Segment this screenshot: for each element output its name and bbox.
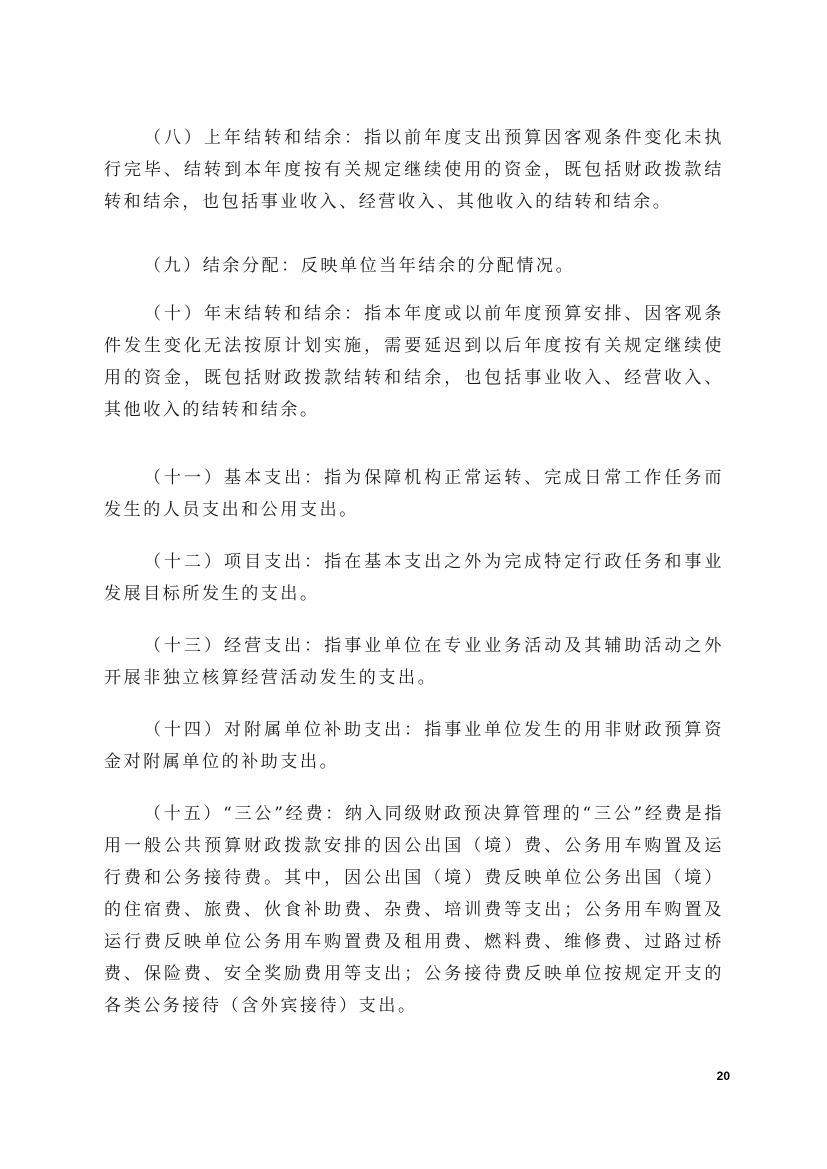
paragraph-item-13: （十三）经营支出：指事业单位在专业业务活动及其辅助活动之外开展非独立核算经营活动发生的支出。: [104, 636, 724, 688]
paragraph-item-11: （十一）基本支出：指为保障机构正常运转、完成日常工作任务而发生的人员支出和公用支出。: [104, 468, 724, 520]
page-number: 20: [716, 1069, 730, 1083]
paragraph-item-14: （十四）对附属单位补助支出：指事业单位发生的用非财政预算资金对附属单位的补助支出。: [104, 720, 724, 772]
paragraph-item-8: （八）上年结转和结余：指以前年度支出预算因客观条件变化未执行完毕、结转到本年度按有关规定继续使用的资金，既包括财政拨款结转和结余，也包括事业收入、经营收入、其他收入的结转和结余。: [104, 128, 724, 212]
paragraph-item-9: （九）结余分配：反映单位当年结余的分配情况。: [144, 256, 576, 276]
paragraph-item-12: （十二）项目支出：指在基本支出之外为完成特定行政任务和事业发展目标所发生的支出。: [104, 552, 724, 604]
paragraph-item-15: （十五）“三公”经费：纳入同级财政预决算管理的“三公”经费是指用一般公共预算财政拨款安排的因公出国（境）费、公务用车购置及运行费和公务接待费。其中，因公出国（境）费反映单位公务出国（境）的住宿费、旅费、伙食补助费、杂费、培训费等支出；公务用车购置及运行费反映单位公务用车购置费及租用费、燃料费、维修费、过路过桥费、保险费、安全奖励费用等支出；公务接待费反映单位按规定开支的各类公务接待（含外宾接待）支出。: [104, 804, 724, 1016]
paragraph-item-10: （十）年末结转和结余：指本年度或以前年度预算安排、因客观条件发生变化无法按原计划实施，需要延迟到以后年度按有关规定继续使用的资金，既包括财政拨款结转和结余，也包括事业收入、经营收入、其他收入的结转和结余。: [104, 304, 724, 420]
